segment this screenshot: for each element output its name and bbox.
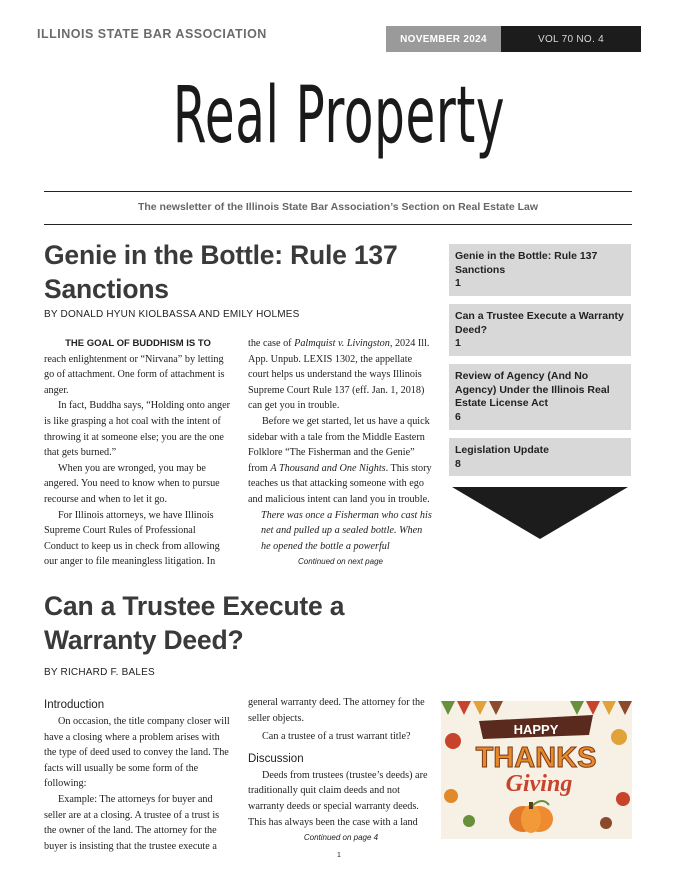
article1-paragraph: For Illinois attorneys, we have Illinois Supreme Court Rules of Professional Conduct to keep us in check from allowing our anger to file meaningless litigation. In <box>44 509 220 568</box>
toc-item-legislation[interactable] <box>449 438 631 476</box>
article2-byline: BY RICHARD F. BALES <box>44 667 155 678</box>
tagline: The newsletter of the Illinois State Bar Association’s Section on Real Estate Law <box>137 201 539 213</box>
organization-name: ILLINOIS STATE BAR ASSOCIATION <box>37 27 267 41</box>
article1-paragraph: In fact, Buddha says, “Holding onto anger is like grasping a hot coal with the intent of throwing it at someone else; you are the one that gets burned.” <box>44 400 231 459</box>
masthead-rule-bottom <box>44 224 632 225</box>
continued-link[interactable]: Continued on page 4 <box>303 833 379 843</box>
section-heading: Discussion <box>248 752 304 765</box>
toc-item-page: 1 <box>455 337 461 349</box>
text-run: . This story teaches us that attacking someone with ego and malicious intent can land you in trouble. <box>248 462 432 505</box>
thanksgiving-illustration <box>441 701 632 839</box>
article1-lead <box>44 336 232 352</box>
article1-title-line2: Sanctions <box>44 274 169 304</box>
book-title: A Thousand and One Nights <box>270 462 386 474</box>
article2-title-line2: Warranty Deed? <box>44 625 244 655</box>
article2-paragraph: Deeds from trustees (trustee’s deeds) are traditionally quit claim deeds and not warranty deeds or special warranty deeds. This has always been the case with a land <box>248 769 428 828</box>
text-run: Before we get started, let us have a quick sidebar with a tale from the Middle Eastern Folklore “The Fisherman and the Genie” from <box>248 415 430 474</box>
toc-item-title: Can a Trustee Execute a Warranty Deed? <box>455 310 624 336</box>
thanksgiving-thanks: THANKS <box>475 742 597 774</box>
text-run: , 2024 Ill. App. Unpub. LEXIS 1302, the appellate court helps us understand the ways Illinois Supreme Court Rule 137 (eff. Jan. 1, 2018) can get you in trouble. <box>248 338 430 412</box>
toc-item-agency[interactable] <box>449 364 631 430</box>
text-run: the case of <box>248 338 295 349</box>
article2-paragraph: On occasion, the title company closer will have a closing where a problem arises with the type of deed used to convey the land. The facts will usually be some form of the following: <box>44 716 230 790</box>
toc-item-title: Review of Agency (And No Agency) Under the Illinois Real Estate License Act <box>455 370 610 409</box>
continued-link[interactable]: Continued on next page <box>298 557 383 567</box>
issue-volume: VOL 70 NO. 4 <box>501 26 641 52</box>
thanksgiving-happy: HAPPY <box>513 722 559 737</box>
article1-paragraph <box>248 336 433 414</box>
article2-column-2 <box>248 695 434 846</box>
article1-byline: BY DONALD HYUN KIOLBASSA AND EMILY HOLMES <box>44 309 300 320</box>
article1-paragraph <box>248 414 433 508</box>
toc-item-trustee[interactable] <box>449 304 631 356</box>
section-heading: Introduction <box>44 699 105 711</box>
toc-item-page: 1 <box>455 277 461 289</box>
article2-paragraph: Can a trustee of a trust warrant title? <box>262 731 411 743</box>
article1-title[interactable] <box>44 238 398 306</box>
toc-item-title: Genie in the Bottle: Rule 137 Sanctions <box>455 250 598 276</box>
article2-title[interactable] <box>44 589 344 657</box>
masthead-text: Real Property <box>172 71 506 161</box>
issue-date: NOVEMBER 2024 <box>386 26 501 52</box>
article2-column-1 <box>44 696 233 854</box>
toc-item-genie[interactable] <box>449 244 631 296</box>
article1-paragraph: reach enlightenment or “Nirvana” by letting go of attachment. One form of attachment is anger. <box>44 353 225 396</box>
page-number: 1 <box>337 852 341 859</box>
article1-column-1 <box>44 336 232 570</box>
toc-arrow-icon <box>452 487 628 539</box>
article1-quote: There was once a Fisherman who cast his net and pulled up a sealed bottle. When he opened the bottle a powerful <box>261 509 432 552</box>
thanksgiving-image <box>441 701 632 839</box>
article2-paragraph: Example: The attorneys for buyer and seller are at a closing. A trustee of a trust is the owner of the land. The attorney for the buyer is insisting that the trustee execute a <box>44 793 220 852</box>
masthead-rule-top <box>44 191 632 192</box>
case-citation: Palmquist v. Livingston <box>294 338 390 349</box>
thanksgiving-giving: Giving <box>505 771 573 797</box>
toc-item-page: 6 <box>455 410 461 423</box>
article1-lead-caps: THE GOAL OF BUDDHISM IS TO <box>65 338 211 349</box>
toc-item-page: 8 <box>455 457 461 470</box>
article2-title-line1: Can a Trustee Execute a <box>44 591 345 621</box>
article2-paragraph: general warranty deed. The attorney for the seller objects. <box>248 697 425 724</box>
article1-title-line1: Genie in the Bottle: Rule 137 <box>44 240 398 270</box>
masthead-title <box>0 56 678 176</box>
toc-item-title: Legislation Update <box>455 444 549 456</box>
article1-paragraph: When you are wronged, you may be angered. You need to know when to pursue recourse and when to let it go. <box>44 462 220 505</box>
article1-column-2 <box>248 336 433 570</box>
